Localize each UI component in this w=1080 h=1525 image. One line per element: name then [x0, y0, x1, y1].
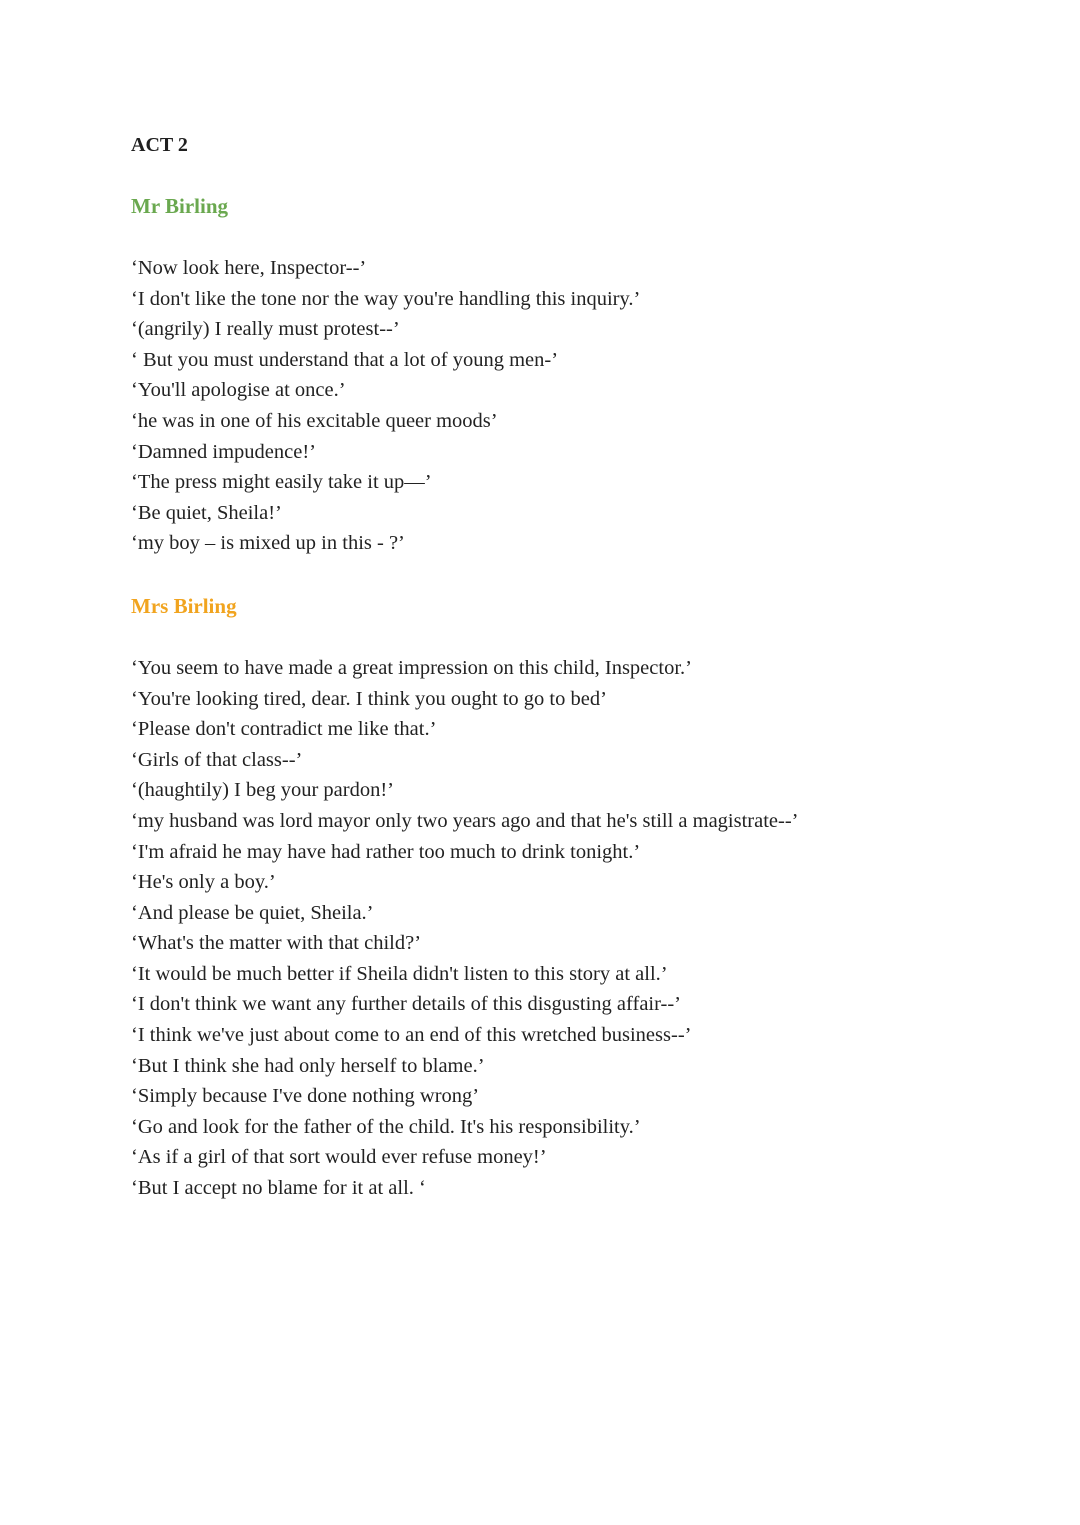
quote-line: ‘ But you must understand that a lot of young men-’: [131, 348, 559, 371]
quote-line: ‘Girls of that class--’: [131, 748, 303, 771]
quote-line: ‘What's the matter with that child?’: [131, 932, 422, 955]
quote-line: ‘Please don't contradict me like that.’: [131, 718, 437, 741]
quote-line: ‘(haughtily) I beg your pardon!’: [131, 779, 394, 802]
quote-line: ‘You're looking tired, dear. I think you ought to go to bed’: [131, 687, 607, 710]
quote-line: ‘You seem to have made a great impression on this child, Inspector.’: [131, 656, 692, 679]
quote-line: ‘But I think she had only herself to blame.’: [131, 1054, 485, 1077]
character-heading-mrs-birling: Mrs Birling: [131, 593, 237, 618]
character-heading-mr-birling: Mr Birling: [131, 194, 229, 218]
quote-line: ‘I think we've just about come to an end of this wretched business--’: [131, 1024, 692, 1047]
quote-line: ‘He's only a boy.’: [131, 871, 276, 894]
act-title: ACT 2: [131, 134, 188, 156]
quote-line: ‘I'm afraid he may have had rather too much to drink tonight.’: [131, 840, 641, 863]
document-content: [131, 131, 991, 1204]
quote-line: ‘Go and look for the father of the child. It's his responsibility.’: [131, 1115, 641, 1138]
quote-line: ‘Be quiet, Sheila!’: [131, 501, 282, 524]
quote-line: ‘my husband was lord mayor only two years ago and that he's still a magistrate--’: [131, 809, 799, 832]
quote-line: ‘And please be quiet, Sheila.’: [131, 901, 374, 924]
quote-list-mr-birling: [131, 253, 991, 559]
quote-line: ‘my boy – is mixed up in this - ?’: [131, 532, 405, 555]
quote-line: ‘Simply because I've done nothing wrong’: [131, 1085, 480, 1108]
quote-line: ‘I don't like the tone nor the way you're handling this inquiry.’: [131, 287, 641, 310]
quote-line: ‘You'll apologise at once.’: [131, 379, 346, 402]
quote-line: ‘he was in one of his excitable queer moods’: [131, 409, 498, 432]
quote-line: ‘As if a girl of that sort would ever refuse money!’: [131, 1146, 547, 1169]
quote-line: ‘Now look here, Inspector--’: [131, 257, 367, 279]
quote-line: ‘(angrily) I really must protest--’: [131, 318, 400, 341]
quote-line: ‘But I accept no blame for it at all. ‘: [131, 1177, 426, 1200]
quote-line: ‘It would be much better if Sheila didn't listen to this story at all.’: [131, 962, 668, 985]
quote-line: ‘I don't think we want any further details of this disgusting affair--’: [131, 993, 682, 1016]
quote-line: ‘Damned impudence!’: [131, 440, 316, 463]
quote-line: ‘The press might easily take it up—’: [131, 471, 432, 494]
quote-list-mrs-birling: [131, 653, 991, 1204]
